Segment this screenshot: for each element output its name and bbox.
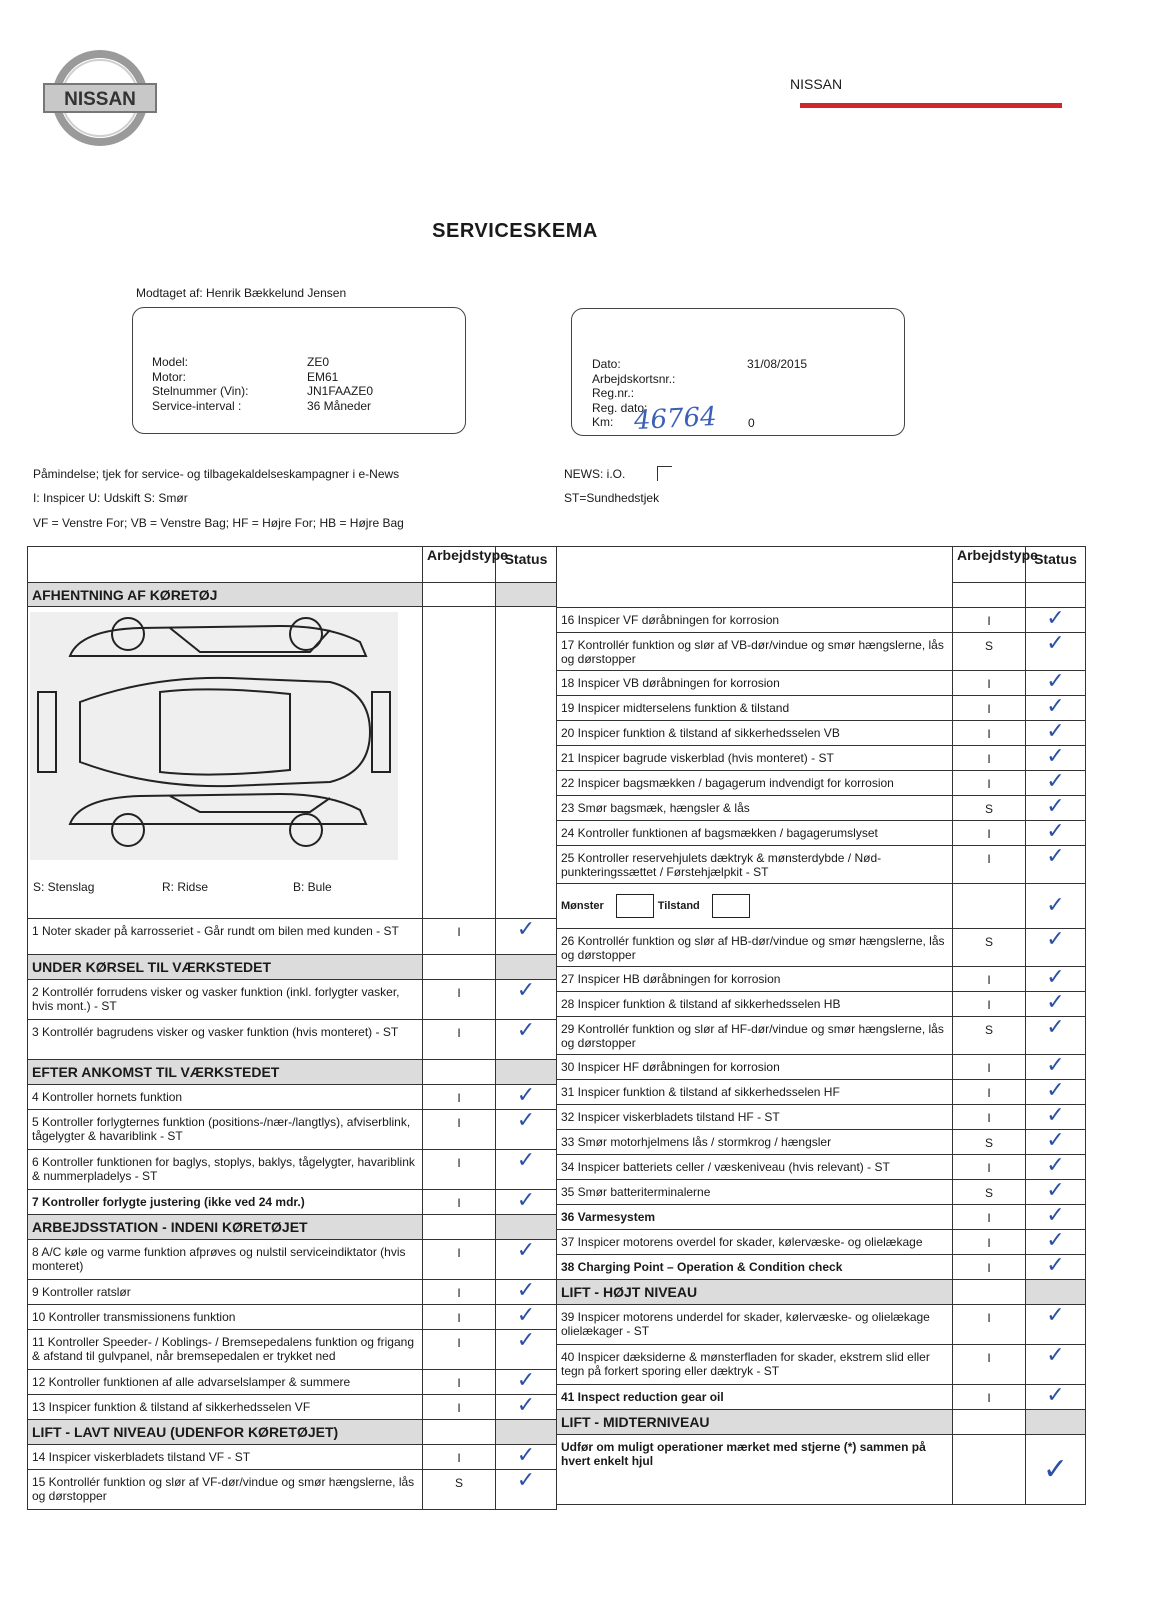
- status-check[interactable]: ✓: [496, 1190, 557, 1215]
- checklist-item-15: 15 Kontrollér funktion og slør af VF-dør/vindue og smør hængslerne, lås og dørstopper: [28, 1470, 423, 1510]
- vin-value: JN1FAAZE0: [307, 384, 374, 398]
- status-check[interactable]: ✓: [496, 1280, 557, 1305]
- damage-legend-r: R: Ridse: [162, 880, 209, 894]
- status-check[interactable]: ✓: [1026, 1105, 1086, 1130]
- brand-underline: [800, 103, 1062, 108]
- nissan-logo: [40, 48, 160, 148]
- monster-box[interactable]: [616, 894, 654, 918]
- section-header: LIFT - MIDTERNIVEAU: [557, 1410, 953, 1435]
- status-check[interactable]: ✓: [1026, 633, 1086, 671]
- checklist-item-7: 7 Kontroller forlygte justering (ikke ved 24 mdr.): [28, 1190, 423, 1215]
- km-printed: 0: [748, 416, 755, 430]
- status-check[interactable]: ✓: [496, 1085, 557, 1110]
- damage-legend-b: B: Bule: [293, 880, 332, 894]
- checklist-item-18: 18 Inspicer VB døråbningen for korrosion: [557, 671, 953, 696]
- section-header: LIFT - LAVT NIVEAU (UDENFOR KØRETØJET): [28, 1420, 423, 1445]
- checklist-item-4: 4 Kontroller hornets funktion: [28, 1085, 423, 1110]
- section-header: ARBEJDSSTATION - INDENI KØRETØJET: [28, 1215, 423, 1240]
- car-diagram: [30, 612, 398, 860]
- status-check[interactable]: ✓: [1026, 821, 1086, 846]
- status-check[interactable]: ✓: [1026, 1385, 1086, 1410]
- vehicle-labels: Model: Motor: Stelnummer (Vin): Service-interval :: [152, 355, 249, 413]
- status-check[interactable]: ✓: [1026, 846, 1086, 884]
- status-check[interactable]: ✓: [1026, 796, 1086, 821]
- checklist-item-28: 28 Inspicer funktion & tilstand af sikkerhedsselen HB: [557, 992, 953, 1017]
- checklist-item-5: 5 Kontroller forlygternes funktion (positions-/nær-/langtlys), afviserblink, tågelygter & havariblink - ST: [28, 1110, 423, 1150]
- checklist-item-35: 35 Smør batteriterminalerne: [557, 1180, 953, 1205]
- motor-value: EM61: [307, 369, 339, 384]
- order-labels: Dato: Arbejdskortsnr.: Reg.nr.: Reg. dato: Km:: [592, 357, 676, 429]
- left-checklist-table: Arbejdstype Status AFHENTNING AF KØRETØJ 1 Noter skader på karrosseriet - Går rundt om bilen med kunden - ST I ✓ UNDER KØRSEL TIL VÆRKSTEDET 2 Kontrollér forrudens visker og vasker funktion (inkl. forlygter vasker, hvis mont.) - ST I ✓ 3 Kontrollér bagrudens visker og vasker funktion (hvis monteret) - ST I ✓ EFTER ANKOMST TIL VÆRKSTEDET 4 Kontroller hornets funktion I ✓ 5 Kontroller forlygternes funktion (positions-/nær-/langtlys), afviserblink, tågelygter & havariblink - ST I ✓ 6 Kontroller funktionen for baglys, stoplys, baklys, tågelygter, havariblink & nummerpladelys - ST I ✓ 7 Kontroller forlygte justering (ikke ved 24 mdr.) I ✓ ARBEJDSSTATION - INDENI KØRETØJET 8 A/C køle og varme funktion afprøves og nulstil serviceindiktator (hvis monteret) I ✓ 9 Kontroller ratslør I ✓ 10 Kontroller transmissionens funktion I ✓ 11 Kontroller Speeder- / Koblings- / Bremsepedalens funktion og frigang & afstand til gulvpanel, når bremsepedalen er trykket ned I ✓ 12 Kontroller funktionen af alle advarselslamper & summere I ✓ 13 Inspicer funktion & tilstand af sikkerhedsselen VF I ✓ LIFT - LAVT NIVEAU (UDENFOR KØRETØJET) 14 Inspicer viskerbladets tilstand VF - ST I ✓ 15 Kontrollér funktion og slør af VF-dør/vindue og smør hængslerne, lås og dørstopper S ✓: [27, 546, 557, 1510]
- received-by: Modtaget af: Henrik Bækkelund Jensen: [136, 286, 347, 300]
- news-checkbox[interactable]: [657, 466, 672, 481]
- section-header: LIFT - HØJT NIVEAU: [557, 1280, 953, 1305]
- checklist-item-2: 2 Kontrollér forrudens visker og vasker funktion (inkl. forlygter vasker, hvis mont.) - ST: [28, 980, 423, 1020]
- checklist-item-22: 22 Inspicer bagsmækken / bagagerum indvendigt for korrosion: [557, 771, 953, 796]
- checklist-item-27: 27 Inspicer HB døråbningen for korrosion: [557, 967, 953, 992]
- status-check[interactable]: ✓: [1026, 771, 1086, 796]
- checklist-item-1: 1 Noter skader på karrosseriet - Går rundt om bilen med kunden - ST: [28, 919, 423, 955]
- damage-legend-s: S: Stenslag: [33, 880, 95, 894]
- model-value: ZE0: [307, 355, 330, 369]
- section-header: EFTER ANKOMST TIL VÆRKSTEDET: [28, 1060, 423, 1085]
- checklist-item-13: 13 Inspicer funktion & tilstand af sikkerhedsselen VF: [28, 1395, 423, 1420]
- status-check[interactable]: ✓: [1026, 746, 1086, 771]
- checklist-item-33: 33 Smør motorhjelmens lås / stormkrog / hængsler: [557, 1130, 953, 1155]
- st-legend: ST=Sundhedstjek: [564, 491, 660, 505]
- tire-check-row: Mønster Tilstand: [557, 884, 953, 929]
- checklist-item-34: 34 Inspicer batteriets celler / væskeniveau (hvis relevant) - ST: [557, 1155, 953, 1180]
- checklist-item-25: 25 Kontroller reservehjulets dæktryk & mønsterdybde / Nød-punkteringssættet / Førstehjælpkit - ST: [557, 846, 953, 884]
- status-check[interactable]: ✓: [1026, 1205, 1086, 1230]
- checklist-item-36: 36 Varmesystem: [557, 1205, 953, 1230]
- status-check[interactable]: ✓: [1026, 929, 1086, 967]
- checklist-item-26: 26 Kontrollér funktion og slør af HB-dør/vindue og smør hængslerne, lås og dørstopper: [557, 929, 953, 967]
- checklist-item-10: 10 Kontroller transmissionens funktion: [28, 1305, 423, 1330]
- status-check[interactable]: ✓: [1026, 671, 1086, 696]
- status-check[interactable]: ✓: [1026, 1435, 1086, 1505]
- position-legend: VF = Venstre For; VB = Venstre Bag; HF = Højre For; HB = Højre Bag: [33, 516, 404, 530]
- checklist-item-17: 17 Kontrollér funktion og slør af VB-dør/vindue og smør hængslerne, lås og dørstopper: [557, 633, 953, 671]
- checklist-item-8: 8 A/C køle og varme funktion afprøves og nulstil serviceindiktator (hvis monteret): [28, 1240, 423, 1280]
- status-check[interactable]: ✓: [1026, 696, 1086, 721]
- col-status-header: Status: [1026, 547, 1086, 583]
- status-check[interactable]: ✓: [1026, 1080, 1086, 1105]
- checklist-item-29: 29 Kontrollér funktion og slør af HF-dør/vindue og smør hængslerne, lås og dørstopper: [557, 1017, 953, 1055]
- col-type-header: Arbejdstype: [953, 547, 1026, 583]
- checklist-item-37: 37 Inspicer motorens overdel for skader, kølervæske- og olielækage: [557, 1230, 953, 1255]
- checklist-item-31: 31 Inspicer funktion & tilstand af sikkerhedsselen HF: [557, 1080, 953, 1105]
- svg-text:NISSAN: NISSAN: [64, 89, 136, 110]
- checklist-item-6: 6 Kontroller funktionen for baglys, stoplys, baklys, tågelygter, havariblink & nummerpladelys - ST: [28, 1150, 423, 1190]
- status-check[interactable]: ✓: [1026, 721, 1086, 746]
- checklist-item-32: 32 Inspicer viskerbladets tilstand HF - ST: [557, 1105, 953, 1130]
- checklist-item-24: 24 Kontroller funktionen af bagsmækken / bagagerumslyset: [557, 821, 953, 846]
- status-check[interactable]: ✓: [1026, 1055, 1086, 1080]
- status-check[interactable]: ✓: [496, 980, 557, 1020]
- section-header: AFHENTNING AF KØRETØJ: [28, 583, 423, 607]
- status-check[interactable]: ✓: [496, 1020, 557, 1060]
- status-check[interactable]: ✓: [496, 1240, 557, 1280]
- checklist-item-wheels: Udfør om muligt operationer mærket med stjerne (*) sammen på hvert enkelt hjul: [557, 1435, 953, 1505]
- checklist-item-16: 16 Inspicer VF døråbningen for korrosion: [557, 608, 953, 633]
- checklist-item-3: 3 Kontrollér bagrudens visker og vasker funktion (hvis monteret) - ST: [28, 1020, 423, 1060]
- status-check[interactable]: ✓: [496, 1370, 557, 1395]
- col-type-header: Arbejdstype: [423, 547, 496, 583]
- page-title: SERVICESKEMA: [432, 220, 598, 242]
- checklist-item-20: 20 Inspicer funktion & tilstand af sikkerhedsselen VB: [557, 721, 953, 746]
- status-check[interactable]: ✓: [1026, 1130, 1086, 1155]
- checklist-item-9: 9 Kontroller ratslør: [28, 1280, 423, 1305]
- checklist-item-39: 39 Inspicer motorens underdel for skader, kølervæske- og olielækage olielækager - ST: [557, 1305, 953, 1345]
- status-check[interactable]: ✓: [496, 1150, 557, 1190]
- status-check[interactable]: ✓: [1026, 1017, 1086, 1055]
- code-legend: I: Inspicer U: Udskift S: Smør: [33, 491, 188, 505]
- checklist-item-12: 12 Kontroller funktionen af alle advarselslamper & summere: [28, 1370, 423, 1395]
- status-check[interactable]: ✓: [496, 1395, 557, 1420]
- checklist-item-41: 41 Inspect reduction gear oil: [557, 1385, 953, 1410]
- checklist-item-11: 11 Kontroller Speeder- / Koblings- / Bremsepedalens funktion og frigang & afstand til gulvpanel, når bremsepedalen er trykket ned: [28, 1330, 423, 1370]
- status-check[interactable]: ✓: [1026, 1230, 1086, 1255]
- news-label: NEWS: i.O.: [564, 467, 626, 481]
- status-check[interactable]: ✓: [1026, 967, 1086, 992]
- col-status-header: Status: [496, 547, 557, 583]
- status-check[interactable]: ✓: [496, 1445, 557, 1470]
- section-header: UNDER KØRSEL TIL VÆRKSTEDET: [28, 955, 423, 980]
- checklist-item-30: 30 Inspicer HF døråbningen for korrosion: [557, 1055, 953, 1080]
- tilstand-box[interactable]: [712, 894, 750, 918]
- status-check[interactable]: ✓: [496, 1305, 557, 1330]
- checklist-item-38: 38 Charging Point – Operation & Condition check: [557, 1255, 953, 1280]
- status-check[interactable]: ✓: [496, 1330, 557, 1370]
- status-check[interactable]: ✓: [1026, 1255, 1086, 1280]
- status-check[interactable]: ✓: [1026, 1345, 1086, 1385]
- checklist-item-19: 19 Inspicer midterselens funktion & tilstand: [557, 696, 953, 721]
- status-check[interactable]: ✓: [1026, 1305, 1086, 1345]
- checklist-item-21: 21 Inspicer bagrude viskerblad (hvis monteret) - ST: [557, 746, 953, 771]
- status-check[interactable]: ✓: [1026, 608, 1086, 633]
- status-check[interactable]: ✓: [496, 1470, 557, 1510]
- checklist-item-14: 14 Inspicer viskerbladets tilstand VF - ST: [28, 1445, 423, 1470]
- status-check[interactable]: ✓: [1026, 1180, 1086, 1205]
- status-check[interactable]: ✓: [1026, 884, 1086, 929]
- status-check[interactable]: ✓: [496, 919, 557, 955]
- status-check[interactable]: ✓: [496, 1110, 557, 1150]
- date-value: 31/08/2015: [747, 357, 808, 371]
- brand-label: NISSAN: [790, 76, 843, 92]
- vehicle-values: [307, 355, 373, 413]
- right-checklist-table: Arbejdstype Status 16 Inspicer VF døråbningen for korrosion I ✓ 17 Kontrollér funktion og slør af VB-dør/vindue og smør hængslerne, lås og dørstopper S ✓ 18 Inspicer VB døråbningen for korrosion I ✓ 19 Inspicer midterselens funktion & tilstand I ✓ 20 Inspicer funktion & tilstand af sikkerhedsselen VB I ✓ 21 Inspicer bagrude viskerblad (hvis monteret) - ST I ✓ 22 Inspicer bagsmækken / bagagerum indvendigt for korrosion I ✓ 23 Smør bagsmæk, hængsler & lås S ✓ 24 Kontroller funktionen af bagsmækken / bagagerumslyset I ✓ 25 Kontroller reservehjulets dæktryk & mønsterdybde / Nød-punkteringssættet / Førstehjælpkit - ST I ✓ Mønster Tilstand ✓ 26 Kontrollér funktion og slør af HB-dør/vindue og smør hængslerne, lås og dørstopper S ✓ 27 Inspicer HB døråbningen for korrosion I ✓ 28 Inspicer funktion & tilstand af sikkerhedsselen HB I ✓ 29 Kontrollér funktion og slør af HF-dør/vindue og smør hængslerne, lås og dørstopper S ✓ 30 Inspicer HF døråbningen for korrosion I ✓ 31 Inspicer funktion & tilstand af sikkerhedsselen HF I ✓ 32 Inspicer viskerbladets tilstand HF - ST I ✓ 33 Smør motorhjelmens lås / stormkrog / hængsler S ✓ 34 Inspicer batteriets celler / væskeniveau (hvis relevant) - ST I ✓ 35 Smør batteriterminalerne S ✓ 36 Varmesystem I ✓ 37 Inspicer motorens overdel for skader, kølervæske- og olielækage I ✓ 38 Charging Point – Operation & Condition check I ✓ LIFT - HØJT NIVEAU 39 Inspicer motorens underdel for skader, kølervæske- og olielækage olielækager - ST I ✓ 40 Inspicer dæksiderne & mønsterfladen for skader, ekstrem slid eller tegn på forkert sporing eller dæktryk - ST I ✓ 41 Inspect reduction gear oil I ✓ LIFT - MIDTERNIVEAU Udfør om muligt operationer mærket med stjerne (*) sammen på hvert enkelt hjul ✓: [556, 546, 1086, 1505]
- interval-value: 36 Måneder: [307, 398, 372, 413]
- status-check[interactable]: ✓: [1026, 992, 1086, 1017]
- status-check[interactable]: ✓: [1026, 1155, 1086, 1180]
- checklist-item-40: 40 Inspicer dæksiderne & mønsterfladen for skader, ekstrem slid eller tegn på forkert sporing eller dæktryk - ST: [557, 1345, 953, 1385]
- km-handwritten: 46764: [633, 401, 718, 437]
- reminder-note: Påmindelse; tjek for service- og tilbagekaldelseskampagner i e-News: [33, 467, 400, 481]
- checklist-item-23: 23 Smør bagsmæk, hængsler & lås: [557, 796, 953, 821]
